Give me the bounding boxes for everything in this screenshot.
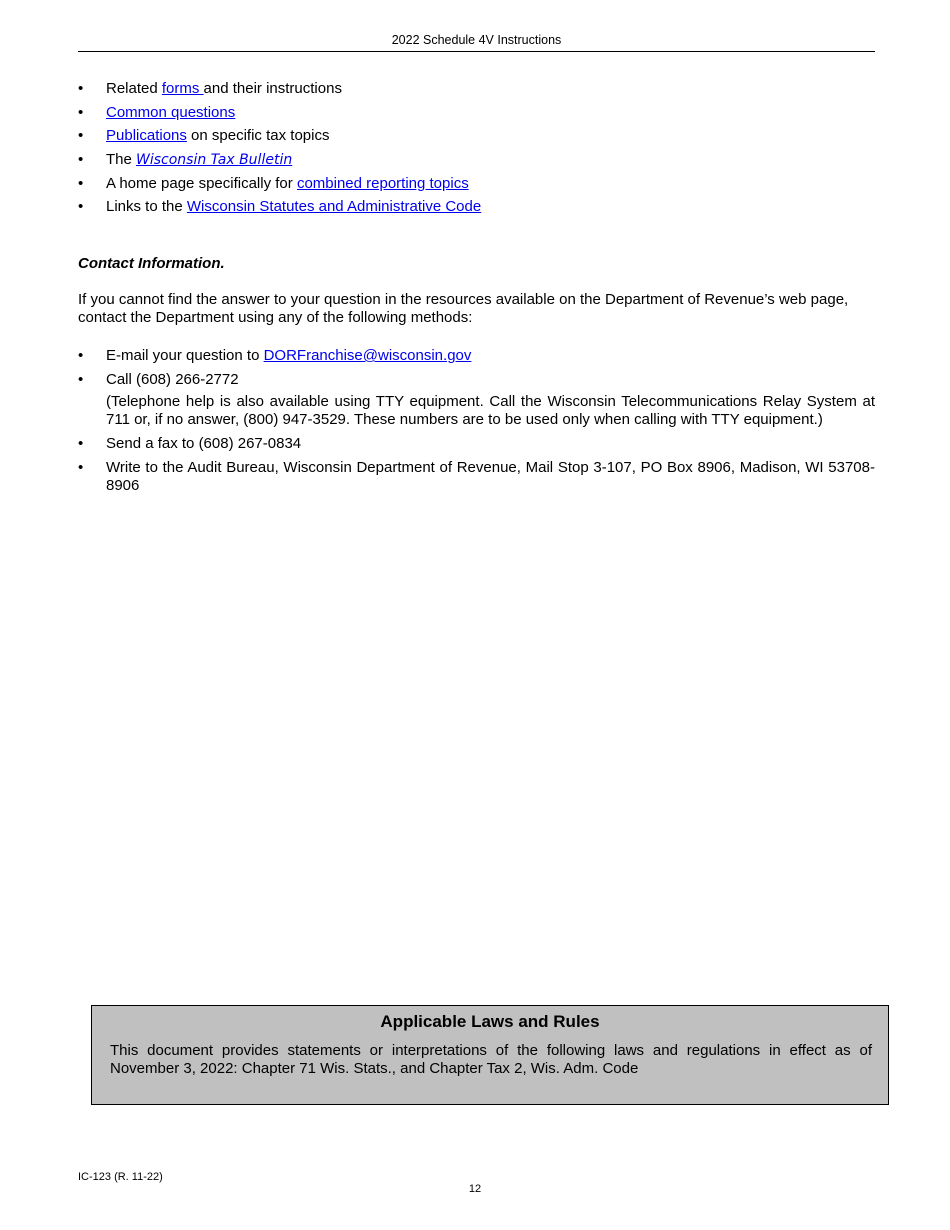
- item-text: The: [106, 151, 137, 169]
- page-number: 12: [468, 1183, 482, 1195]
- bullet: •: [78, 371, 84, 388]
- tty-note: (Telephone help is also available using TTY equipment. Call the Wisconsin Telecommunications Relay System at 711 or, if no answer, (800) 947-3529. These numbers are to be used only when calling with TTY equipment.): [106, 393, 875, 428]
- header-title: 2022 Schedule 4V Instructions: [391, 33, 562, 47]
- bullet: •: [78, 103, 84, 121]
- page-header: [78, 33, 875, 52]
- item-text: A home page specifically for: [106, 174, 297, 192]
- phone-text: Call (608) 266-2772: [106, 371, 239, 388]
- applicable-laws-box: [91, 1005, 889, 1105]
- list-item: [78, 126, 878, 150]
- contact-heading: Contact Information.: [78, 255, 225, 272]
- bullet: •: [78, 347, 84, 364]
- item-text: on specific tax topics: [186, 127, 330, 145]
- item-text: and their instructions: [203, 80, 342, 97]
- combined-reporting-link[interactable]: combined reporting topics: [296, 174, 469, 192]
- list-item: [78, 150, 878, 174]
- list-item: [78, 459, 875, 495]
- item-text: Related: [106, 80, 162, 97]
- statutes-link[interactable]: Wisconsin Statutes and Administrative Code: [186, 198, 482, 216]
- tax-bulletin-link[interactable]: Wisconsin Tax Bulletin: [136, 152, 293, 169]
- list-item: [78, 103, 878, 127]
- item-text: Links to the: [106, 198, 187, 216]
- forms-link[interactable]: forms: [161, 80, 204, 97]
- contact-methods-list: [78, 347, 875, 501]
- form-id: IC-123 (R. 11-22): [78, 1171, 163, 1183]
- list-item: [78, 79, 878, 103]
- mail-text: Write to the Audit Bureau, Wisconsin Department of Revenue, Mail Stop 3-107, PO Box 8906, Madison, WI 53708-8906: [106, 459, 875, 494]
- bullet: •: [78, 127, 84, 145]
- laws-title: Applicable Laws and Rules: [380, 1012, 600, 1031]
- bullet: •: [78, 198, 84, 216]
- resources-list: [78, 79, 878, 221]
- list-item: [78, 174, 878, 198]
- contact-intro: If you cannot find the answer to your question in the resources available on the Department of Revenue’s web page, contact the Department using any of the following methods:: [78, 291, 849, 326]
- bullet: •: [78, 80, 84, 97]
- common-questions-link[interactable]: Common questions: [106, 103, 236, 121]
- item-text: E-mail your question to: [106, 347, 264, 364]
- laws-text: This document provides statements or interpretations of the following laws and regulations in effect as of November 3, 2022: Chapter 71 Wis. Stats., and Chapter Tax 2, Wis. Adm. Code: [110, 1042, 872, 1077]
- fax-text: Send a fax to (608) 267-0834: [106, 435, 302, 452]
- bullet: •: [78, 151, 84, 169]
- list-item: [78, 347, 875, 365]
- email-link[interactable]: DORFranchise@wisconsin.gov: [263, 347, 472, 364]
- publications-link[interactable]: Publications: [106, 127, 187, 145]
- bullet: •: [78, 435, 84, 452]
- list-item: [78, 371, 875, 429]
- bullet: •: [78, 174, 84, 192]
- list-item: [78, 435, 875, 453]
- bullet: •: [78, 459, 84, 476]
- list-item: [78, 197, 878, 221]
